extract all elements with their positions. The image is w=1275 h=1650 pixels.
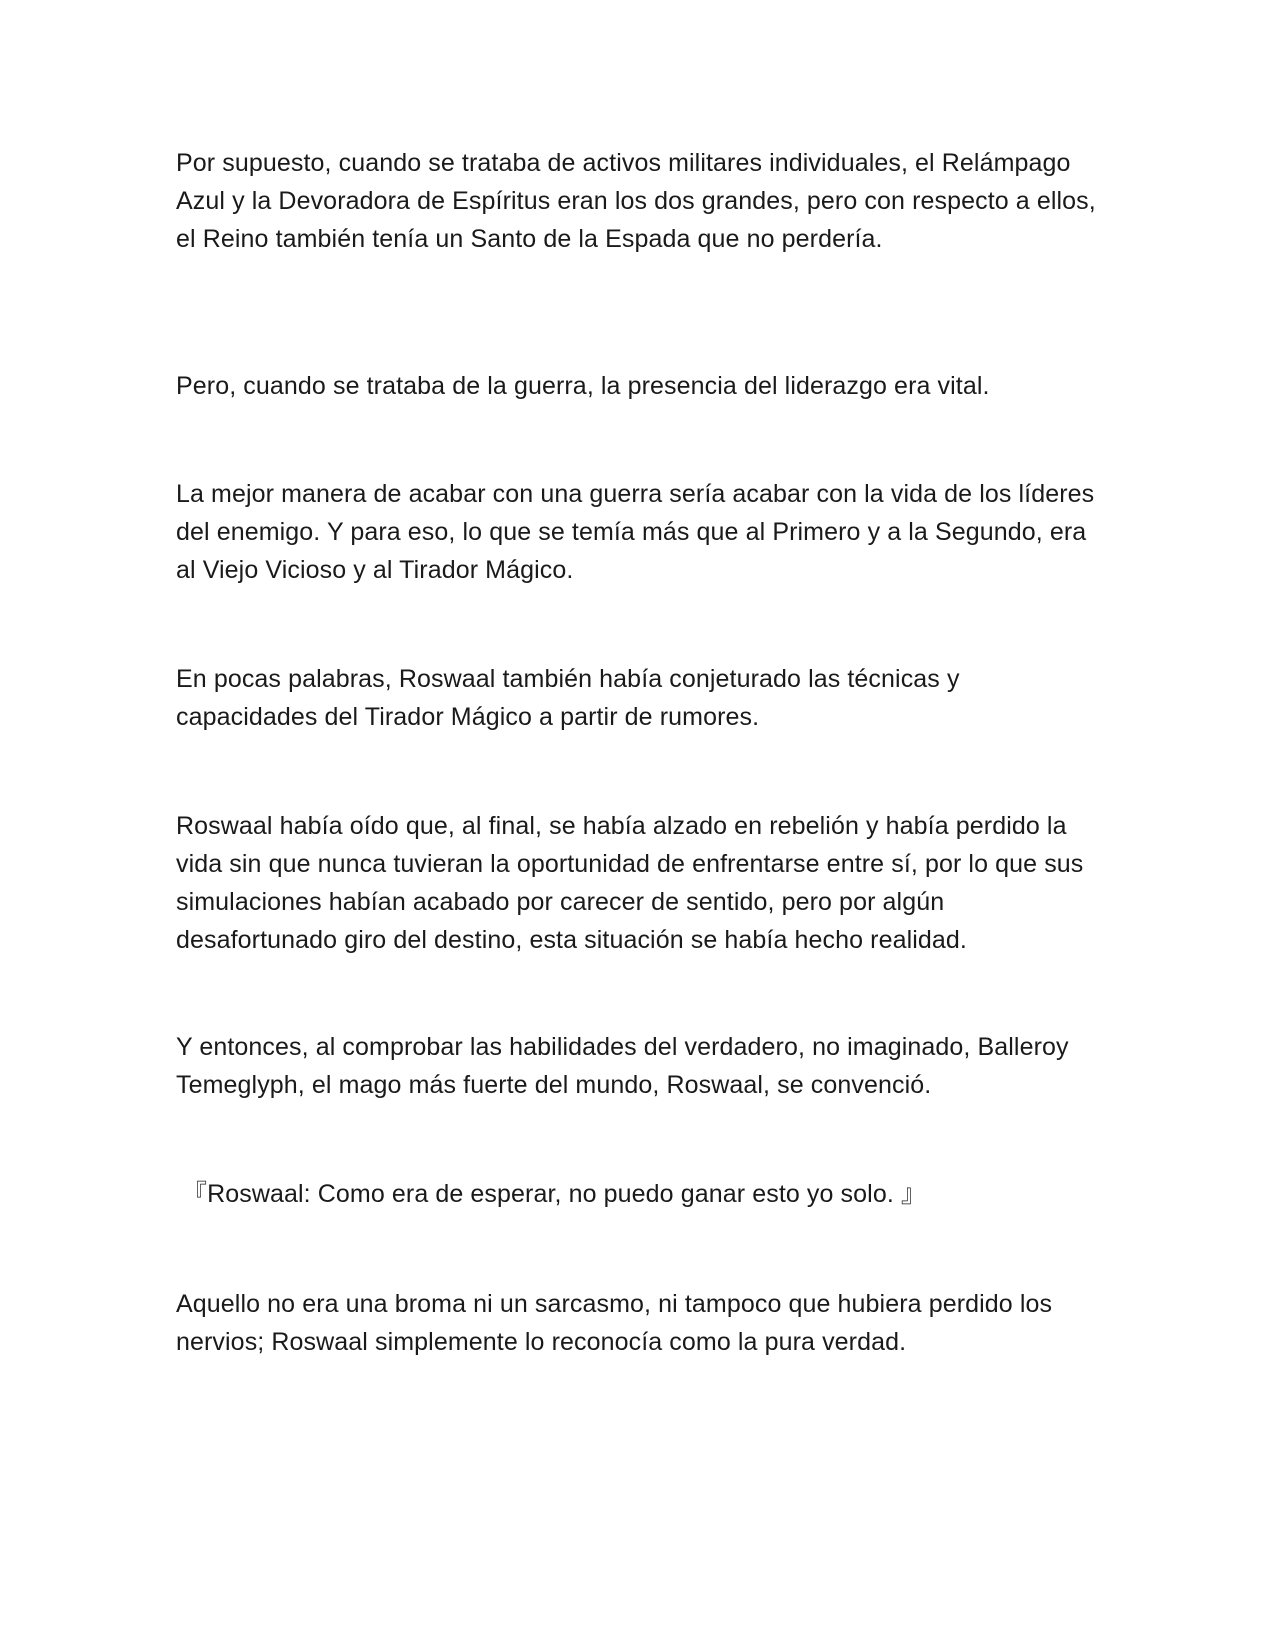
paragraph-5: Roswaal había oído que, al final, se había alzado en rebelión y había perdido la vida sin que nunca tuvieran la oportunidad de enfrentarse entre sí, por lo que sus simulaciones habían acabado por carecer de sentido, pero por algún desafortunado giro del destino, esta situación se había hecho realidad.	[176, 812, 1084, 954]
paragraph-2: Pero, cuando se trataba de la guerra, la presencia del liderazgo era vital.	[176, 372, 990, 400]
dialogue-line: 『Roswaal: Como era de esperar, no puedo ganar esto yo solo. 』	[182, 1180, 927, 1208]
paragraph-3: La mejor manera de acabar con una guerra sería acabar con la vida de los líderes del enemigo. Y para eso, lo que se temía más que al Primero y a la Segundo, era al Viejo Vicioso y al Tirador Mágico.	[176, 480, 1095, 584]
paragraph-8: Aquello no era una broma ni un sarcasmo, ni tampoco que hubiera perdido los nervios; Roswaal simplemente lo reconocía como la pura verdad.	[176, 1290, 1053, 1356]
paragraph-1: Por supuesto, cuando se trataba de activos militares individuales, el Relámpago Azul y la Devoradora de Espíritus eran los dos grandes, pero con respecto a ellos, el Reino también tenía un Santo de la Espada que no perdería.	[176, 149, 1096, 253]
paragraph-6: Y entonces, al comprobar las habilidades del verdadero, no imaginado, Balleroy Temeglyph, el mago más fuerte del mundo, Roswaal, se convenció.	[176, 1033, 1069, 1099]
paragraph-4: En pocas palabras, Roswaal también había conjeturado las técnicas y capacidades del Tirador Mágico a partir de rumores.	[176, 665, 960, 731]
